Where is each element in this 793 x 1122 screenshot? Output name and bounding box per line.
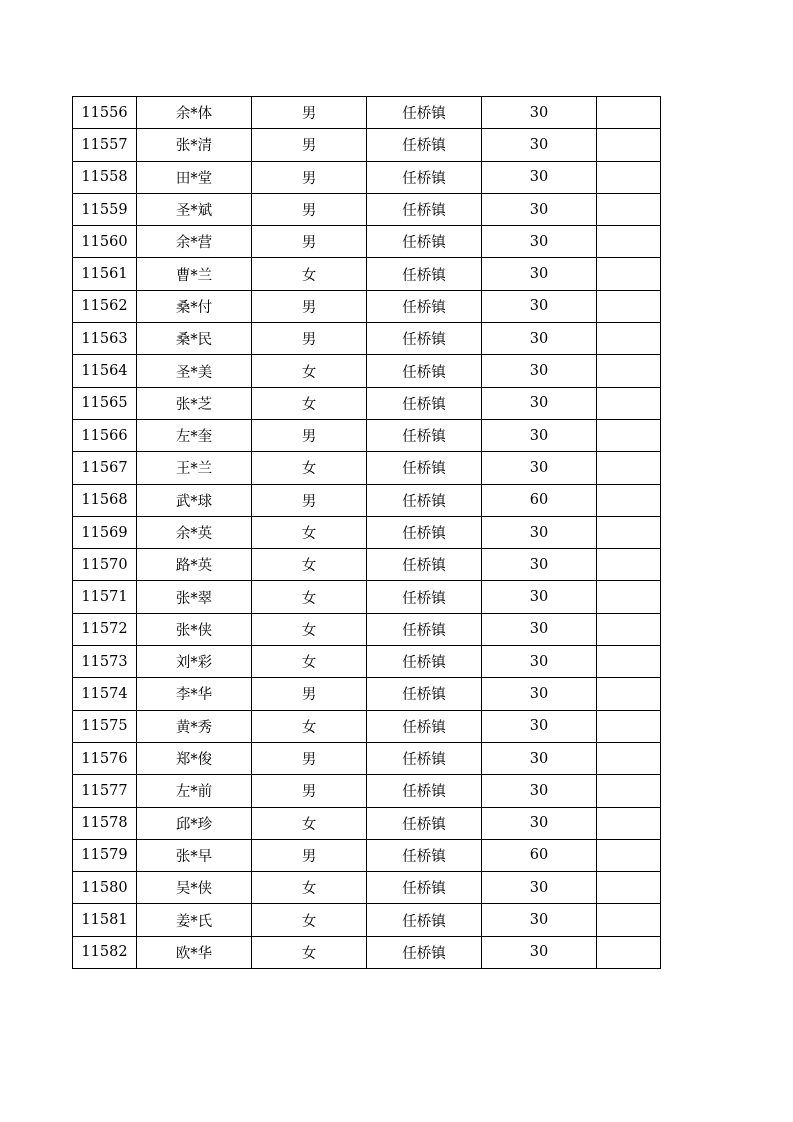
name-cell: 张*翠	[137, 581, 252, 613]
note-cell	[597, 646, 661, 678]
gender-cell: 男	[252, 775, 367, 807]
record-id-cell: 11577	[73, 775, 137, 807]
name-cell: 余*营	[137, 226, 252, 258]
note-cell	[597, 419, 661, 451]
note-cell	[597, 97, 661, 129]
table-row	[73, 710, 661, 742]
record-id-cell: 11557	[73, 129, 137, 161]
table-row	[73, 355, 661, 387]
amount-cell: 30	[482, 161, 597, 193]
table-row	[73, 775, 661, 807]
note-cell	[597, 129, 661, 161]
gender-cell: 女	[252, 516, 367, 548]
name-cell: 张*芝	[137, 387, 252, 419]
record-id-cell: 11576	[73, 742, 137, 774]
note-cell	[597, 452, 661, 484]
gender-cell: 男	[252, 226, 367, 258]
name-cell: 圣*斌	[137, 193, 252, 225]
register-table	[72, 96, 661, 969]
table-row	[73, 452, 661, 484]
amount-cell: 30	[482, 581, 597, 613]
record-id-cell: 11571	[73, 581, 137, 613]
gender-cell: 男	[252, 129, 367, 161]
town-cell: 任桥镇	[367, 484, 482, 516]
amount-cell: 30	[482, 290, 597, 322]
record-id-cell: 11582	[73, 936, 137, 968]
note-cell	[597, 161, 661, 193]
amount-cell: 30	[482, 710, 597, 742]
town-cell: 任桥镇	[367, 742, 482, 774]
gender-cell: 男	[252, 419, 367, 451]
gender-cell: 女	[252, 355, 367, 387]
gender-cell: 男	[252, 290, 367, 322]
name-cell: 武*球	[137, 484, 252, 516]
record-id-cell: 11569	[73, 516, 137, 548]
name-cell: 姜*氏	[137, 904, 252, 936]
town-cell: 任桥镇	[367, 323, 482, 355]
gender-cell: 女	[252, 872, 367, 904]
note-cell	[597, 516, 661, 548]
table-row	[73, 258, 661, 290]
record-id-cell: 11565	[73, 387, 137, 419]
town-cell: 任桥镇	[367, 904, 482, 936]
table-row	[73, 193, 661, 225]
table-row	[73, 323, 661, 355]
amount-cell: 30	[482, 742, 597, 774]
town-cell: 任桥镇	[367, 613, 482, 645]
amount-cell: 30	[482, 97, 597, 129]
amount-cell: 30	[482, 678, 597, 710]
record-id-cell: 11580	[73, 872, 137, 904]
note-cell	[597, 193, 661, 225]
town-cell: 任桥镇	[367, 936, 482, 968]
town-cell: 任桥镇	[367, 710, 482, 742]
amount-cell: 60	[482, 484, 597, 516]
amount-cell: 30	[482, 452, 597, 484]
amount-cell: 30	[482, 807, 597, 839]
gender-cell: 男	[252, 742, 367, 774]
record-id-cell: 11574	[73, 678, 137, 710]
amount-cell: 30	[482, 387, 597, 419]
note-cell	[597, 258, 661, 290]
town-cell: 任桥镇	[367, 387, 482, 419]
note-cell	[597, 387, 661, 419]
amount-cell: 30	[482, 872, 597, 904]
gender-cell: 女	[252, 807, 367, 839]
table-row	[73, 419, 661, 451]
town-cell: 任桥镇	[367, 129, 482, 161]
gender-cell: 男	[252, 323, 367, 355]
name-cell: 田*堂	[137, 161, 252, 193]
note-cell	[597, 581, 661, 613]
table-row	[73, 807, 661, 839]
town-cell: 任桥镇	[367, 646, 482, 678]
name-cell: 余*体	[137, 97, 252, 129]
table-row	[73, 936, 661, 968]
table-row	[73, 549, 661, 581]
table-row	[73, 226, 661, 258]
name-cell: 刘*彩	[137, 646, 252, 678]
name-cell: 郑*俊	[137, 742, 252, 774]
amount-cell: 30	[482, 516, 597, 548]
amount-cell: 60	[482, 839, 597, 871]
amount-cell: 30	[482, 646, 597, 678]
gender-cell: 男	[252, 161, 367, 193]
name-cell: 王*兰	[137, 452, 252, 484]
record-id-cell: 11556	[73, 97, 137, 129]
town-cell: 任桥镇	[367, 258, 482, 290]
name-cell: 张*清	[137, 129, 252, 161]
amount-cell: 30	[482, 613, 597, 645]
table-row	[73, 290, 661, 322]
record-id-cell: 11558	[73, 161, 137, 193]
table-row	[73, 904, 661, 936]
table-row	[73, 97, 661, 129]
record-id-cell: 11563	[73, 323, 137, 355]
record-id-cell: 11575	[73, 710, 137, 742]
gender-cell: 男	[252, 97, 367, 129]
town-cell: 任桥镇	[367, 97, 482, 129]
name-cell: 余*英	[137, 516, 252, 548]
note-cell	[597, 872, 661, 904]
note-cell	[597, 807, 661, 839]
name-cell: 左*奎	[137, 419, 252, 451]
name-cell: 路*英	[137, 549, 252, 581]
record-id-cell: 11567	[73, 452, 137, 484]
town-cell: 任桥镇	[367, 678, 482, 710]
town-cell: 任桥镇	[367, 839, 482, 871]
amount-cell: 30	[482, 775, 597, 807]
town-cell: 任桥镇	[367, 775, 482, 807]
table-row	[73, 646, 661, 678]
note-cell	[597, 936, 661, 968]
register-table-body	[73, 97, 661, 969]
table-row	[73, 581, 661, 613]
note-cell	[597, 710, 661, 742]
gender-cell: 女	[252, 936, 367, 968]
note-cell	[597, 775, 661, 807]
record-id-cell: 11570	[73, 549, 137, 581]
name-cell: 张*早	[137, 839, 252, 871]
town-cell: 任桥镇	[367, 872, 482, 904]
note-cell	[597, 839, 661, 871]
amount-cell: 30	[482, 226, 597, 258]
amount-cell: 30	[482, 549, 597, 581]
name-cell: 左*前	[137, 775, 252, 807]
town-cell: 任桥镇	[367, 161, 482, 193]
gender-cell: 女	[252, 258, 367, 290]
note-cell	[597, 226, 661, 258]
town-cell: 任桥镇	[367, 355, 482, 387]
gender-cell: 女	[252, 710, 367, 742]
amount-cell: 30	[482, 904, 597, 936]
name-cell: 吴*侠	[137, 872, 252, 904]
gender-cell: 男	[252, 484, 367, 516]
amount-cell: 30	[482, 936, 597, 968]
name-cell: 桑*付	[137, 290, 252, 322]
note-cell	[597, 355, 661, 387]
note-cell	[597, 323, 661, 355]
record-id-cell: 11578	[73, 807, 137, 839]
amount-cell: 30	[482, 258, 597, 290]
name-cell: 张*侠	[137, 613, 252, 645]
gender-cell: 女	[252, 549, 367, 581]
table-row	[73, 387, 661, 419]
town-cell: 任桥镇	[367, 581, 482, 613]
note-cell	[597, 290, 661, 322]
town-cell: 任桥镇	[367, 549, 482, 581]
amount-cell: 30	[482, 323, 597, 355]
gender-cell: 男	[252, 193, 367, 225]
record-id-cell: 11573	[73, 646, 137, 678]
name-cell: 李*华	[137, 678, 252, 710]
table-row	[73, 742, 661, 774]
name-cell: 黄*秀	[137, 710, 252, 742]
amount-cell: 30	[482, 129, 597, 161]
record-id-cell: 11559	[73, 193, 137, 225]
name-cell: 桑*民	[137, 323, 252, 355]
note-cell	[597, 484, 661, 516]
note-cell	[597, 904, 661, 936]
gender-cell: 女	[252, 581, 367, 613]
name-cell: 曹*兰	[137, 258, 252, 290]
record-id-cell: 11566	[73, 419, 137, 451]
gender-cell: 男	[252, 678, 367, 710]
record-id-cell: 11564	[73, 355, 137, 387]
name-cell: 圣*美	[137, 355, 252, 387]
gender-cell: 女	[252, 452, 367, 484]
amount-cell: 30	[482, 355, 597, 387]
name-cell: 欧*华	[137, 936, 252, 968]
gender-cell: 女	[252, 613, 367, 645]
table-row	[73, 516, 661, 548]
gender-cell: 女	[252, 387, 367, 419]
record-id-cell: 11572	[73, 613, 137, 645]
note-cell	[597, 678, 661, 710]
name-cell: 邱*珍	[137, 807, 252, 839]
table-row	[73, 161, 661, 193]
note-cell	[597, 742, 661, 774]
amount-cell: 30	[482, 193, 597, 225]
town-cell: 任桥镇	[367, 290, 482, 322]
record-id-cell: 11568	[73, 484, 137, 516]
record-id-cell: 11579	[73, 839, 137, 871]
table-row	[73, 484, 661, 516]
amount-cell: 30	[482, 419, 597, 451]
record-id-cell: 11581	[73, 904, 137, 936]
table-row	[73, 839, 661, 871]
record-id-cell: 11562	[73, 290, 137, 322]
note-cell	[597, 549, 661, 581]
gender-cell: 女	[252, 904, 367, 936]
town-cell: 任桥镇	[367, 807, 482, 839]
record-id-cell: 11561	[73, 258, 137, 290]
town-cell: 任桥镇	[367, 226, 482, 258]
town-cell: 任桥镇	[367, 452, 482, 484]
table-row	[73, 872, 661, 904]
note-cell	[597, 613, 661, 645]
table-row	[73, 678, 661, 710]
table-row	[73, 613, 661, 645]
record-id-cell: 11560	[73, 226, 137, 258]
town-cell: 任桥镇	[367, 193, 482, 225]
town-cell: 任桥镇	[367, 516, 482, 548]
town-cell: 任桥镇	[367, 419, 482, 451]
table-row	[73, 129, 661, 161]
gender-cell: 男	[252, 839, 367, 871]
gender-cell: 女	[252, 646, 367, 678]
